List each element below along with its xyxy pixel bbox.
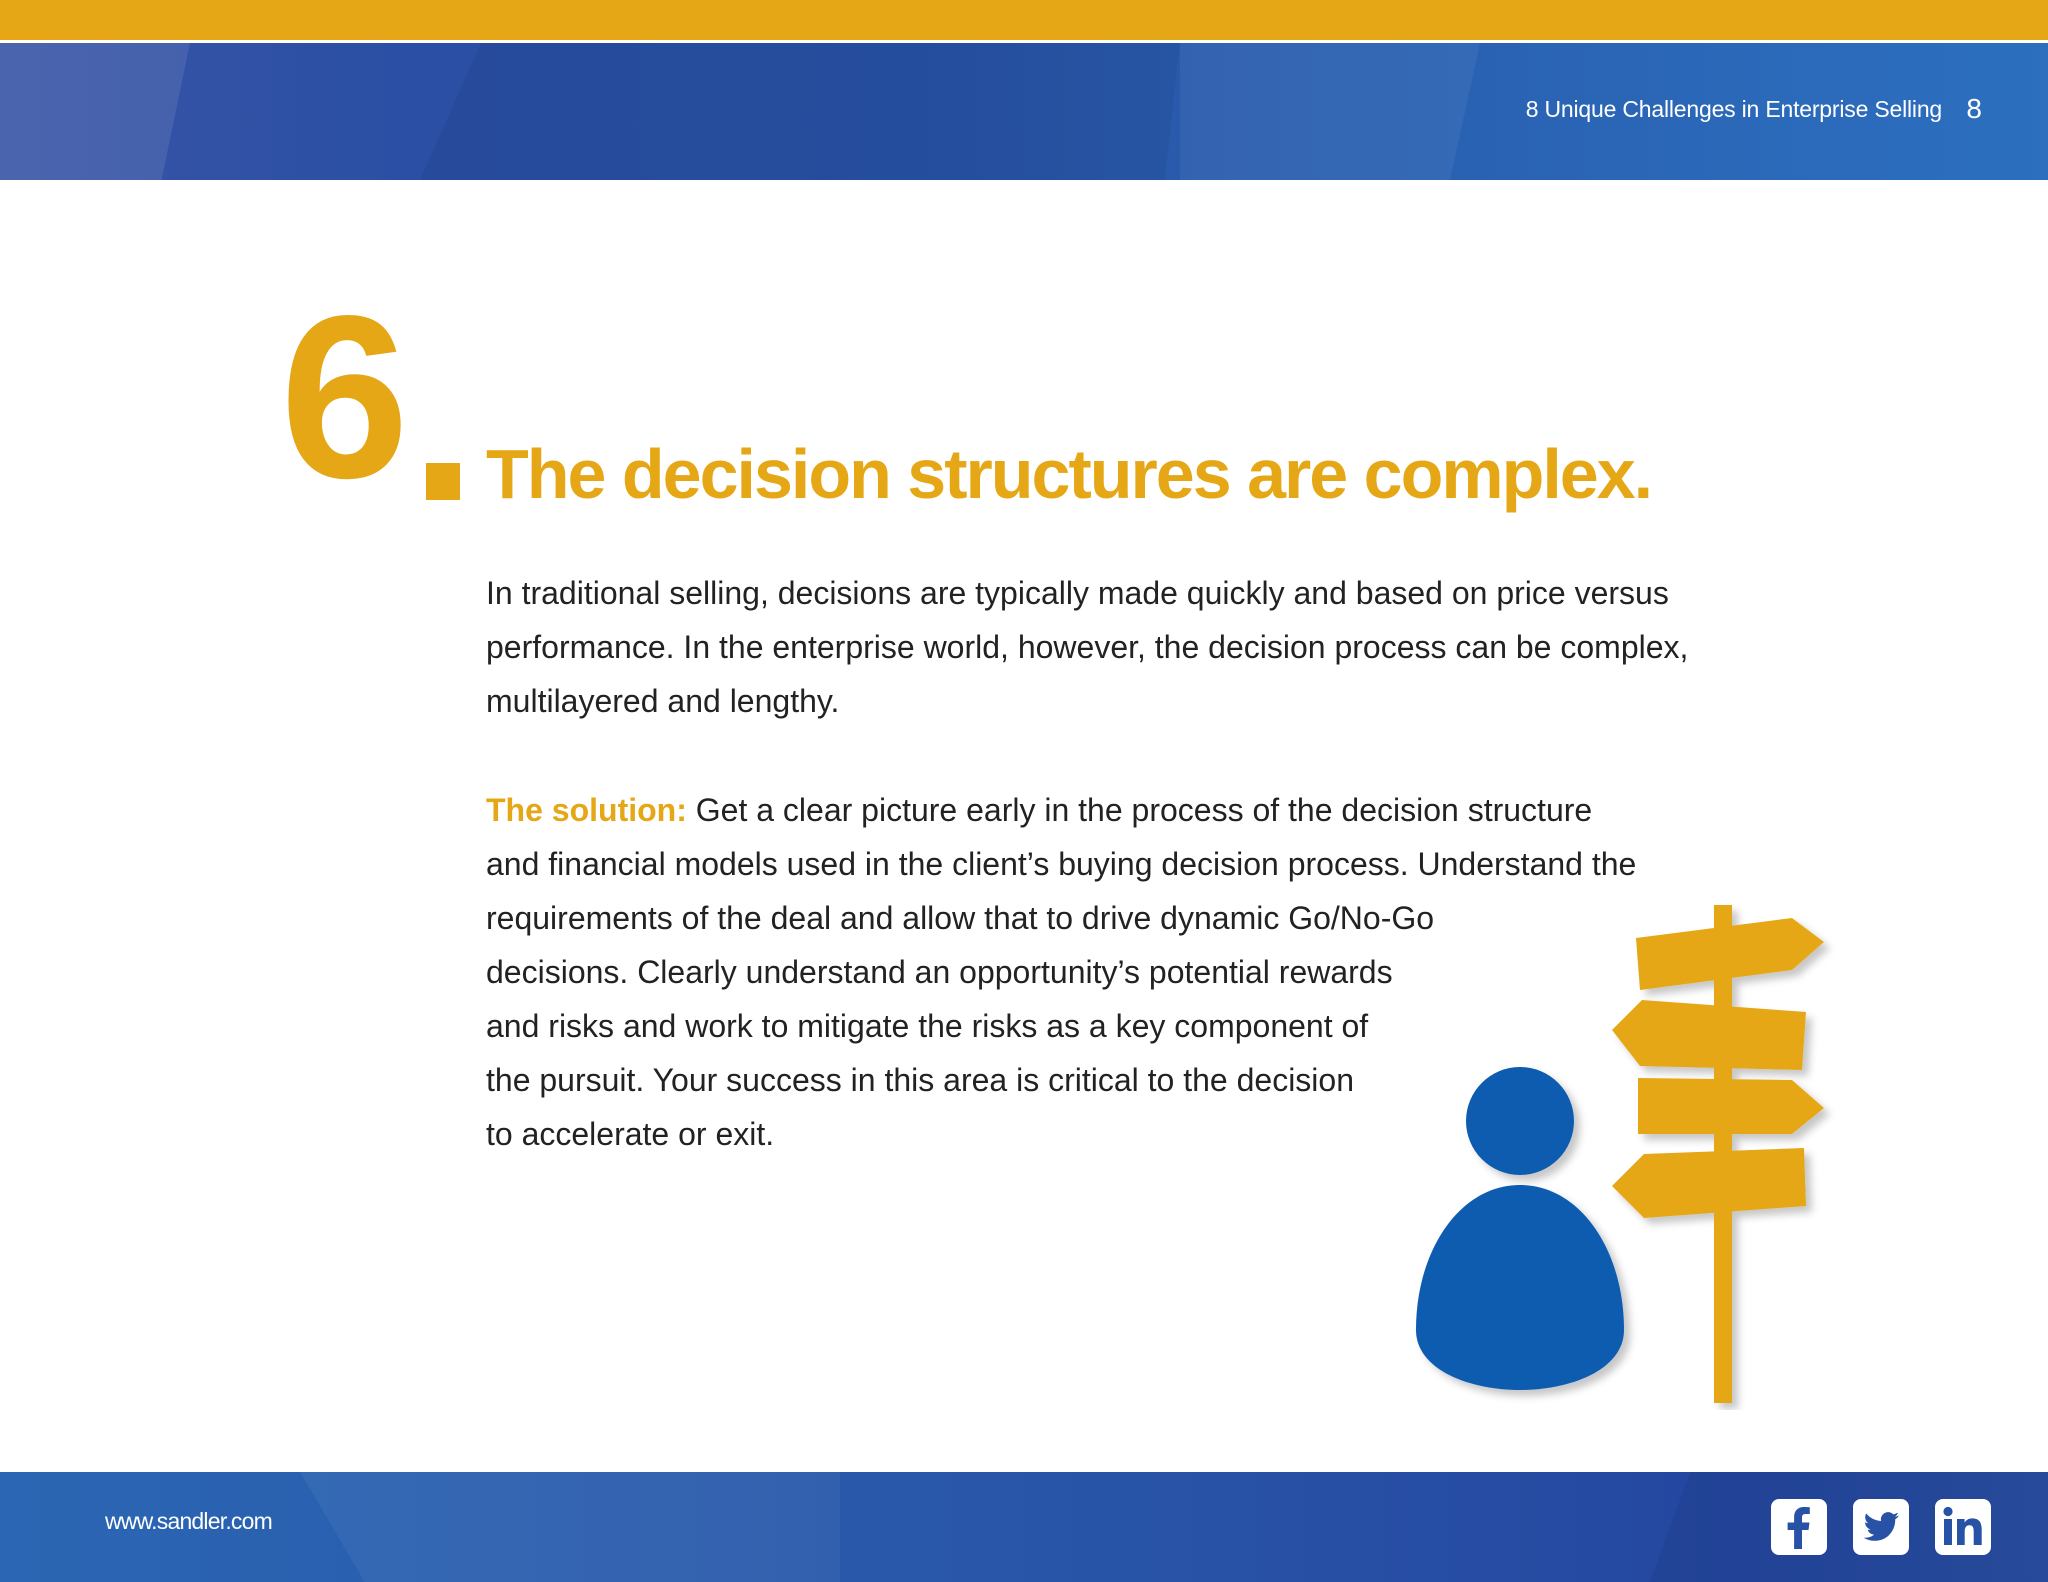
- person-icon: [1416, 1067, 1624, 1390]
- solution-line: [486, 783, 1636, 837]
- intro-line: In traditional selling, decisions are typically made quickly and based on price versus: [486, 575, 1669, 611]
- decision-illustration: [1400, 890, 1850, 1410]
- solution-line: requirements of the deal and allow that to drive dynamic Go/No-Go: [486, 900, 1435, 936]
- footer-band: [0, 1472, 2048, 1582]
- section-number-dot: [426, 463, 460, 500]
- solution-line: to accelerate or exit.: [486, 1116, 775, 1152]
- header-facet: [0, 43, 190, 180]
- solution-line-text: Get a clear picture early in the process of the decision structure: [686, 792, 1593, 828]
- linkedin-icon[interactable]: [1935, 1499, 1991, 1555]
- document-title: 8 Unique Challenges in Enterprise Selling: [1525, 96, 1942, 122]
- top-accent-bar: [0, 0, 2048, 40]
- section-number: 6: [280, 268, 400, 527]
- solution-line: the pursuit. Your success in this area is critical to the decision: [486, 1062, 1354, 1098]
- footer-facet: [300, 1472, 840, 1582]
- facebook-icon[interactable]: [1771, 1499, 1827, 1555]
- solution-label: The solution:: [486, 792, 687, 828]
- page-number: 8: [1966, 93, 1982, 124]
- intro-paragraph: [486, 566, 1688, 728]
- solution-line: and financial models used in the client’s buying decision process. Understand the: [486, 846, 1637, 882]
- intro-line: multilayered and lengthy.: [486, 683, 840, 719]
- website-link[interactable]: www.sandler.com: [105, 1508, 272, 1534]
- section-title: The decision structures are complex.: [486, 435, 1652, 513]
- twitter-icon[interactable]: [1853, 1499, 1909, 1555]
- intro-line: performance. In the enterprise world, however, the decision process can be complex,: [486, 629, 1689, 665]
- signpost-icon: [1612, 905, 1824, 1403]
- solution-line: decisions. Clearly understand an opportunity’s potential rewards: [486, 954, 1393, 990]
- illustration-svg: [1400, 890, 1850, 1410]
- header-facet: [420, 43, 1180, 180]
- header-facet: [1180, 43, 1480, 180]
- solution-line: and risks and work to mitigate the risks as a key component of: [486, 1008, 1369, 1044]
